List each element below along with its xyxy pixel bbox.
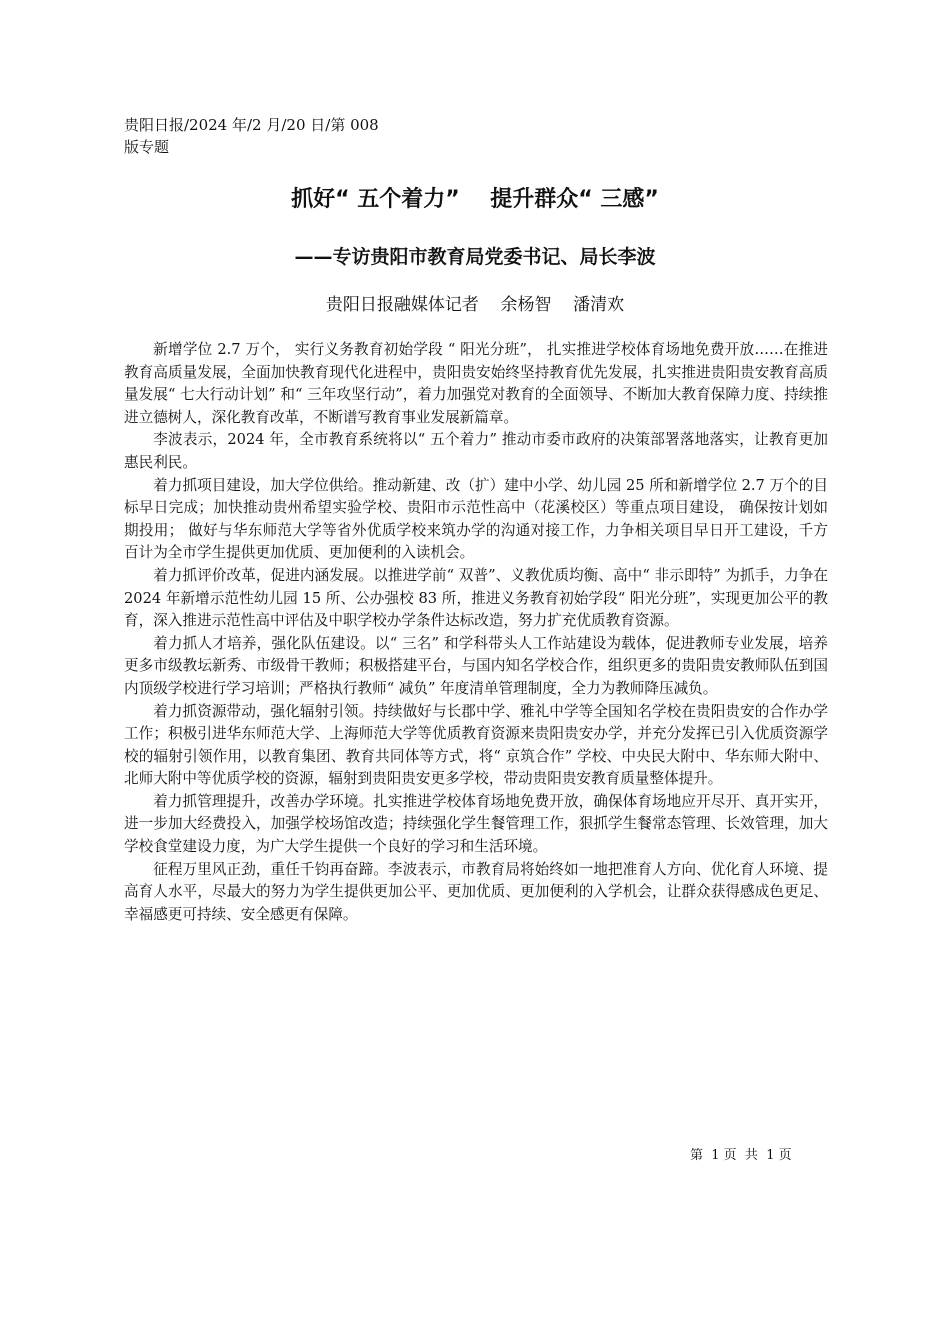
article-paragraph: 着力抓评价改革，促进内涵发展。以推进学前“ 双普”、义教优质均衡、高中“ 非示即特” 为抓手，力争在 2024 年新增示范性幼儿园 15 所、公办强校 83 所，推进义务教育初始学段“ 阳光分班”，实现更加公平的教育，深入推进示范性高中评估及中职学校办学条件达标改造，努力扩充优质教育资源。 — [124, 566, 828, 630]
article-title: 抓好“ 五个着力” 提升群众“ 三感” — [291, 187, 659, 212]
article-paragraph: 着力抓资源带动，强化辐射引领。持续做好与长郡中学、雅礼中学等全国知名学校在贵阳贵安的合作办学工作；积极引进华东师范大学、上海师范大学等优质教育资源来贵阳贵安办学，并充分发挥已引入优质资源学校的辐射引领作用，以教育集团、教育共同体等方式，将“ 京筑合作” 学校、中央民大附中、华东师大附中、北师大附中等优质学校的资源，辐射到贵阳贵安更多学校，带动贵阳贵安教育质量整体提升。 — [124, 702, 828, 788]
publication-source: 贵阳日报/2024 年/2 月/20 日/第 008 版专题 — [124, 116, 379, 156]
article-paragraph: 征程万里风正劲，重任千钧再奋蹄。李波表示，市教育局将始终如一地把准育人方向、优化育人环境、提高育人水平，尽最大的努力为学生提供更加公平、更加优质、更加便利的入学机会，让群众获得感成色更足、幸福感更可持续、安全感更有保障。 — [124, 860, 828, 923]
article-paragraph: 着力抓管理提升，改善办学环境。扎实推进学校体育场地免费开放，确保体育场地应开尽开、真开实开，进一步加大经费投入，加强学校场馆改造；持续强化学生餐管理工作，狠抓学生餐常态管理、长效管理，加大学校食堂建设力度，为广大学生提供一个良好的学习和生活环境。 — [124, 792, 828, 856]
article-body — [124, 339, 828, 926]
page-indicator: 第 1 页 共 1 页 — [690, 1148, 792, 1163]
article-paragraph: 新增学位 2.7 万个， 实行义务教育初始学段 “ 阳光分班”， 扎实推进学校体育场地免费开放……在推进教育高质量发展，全面加快教育现代化进程中，贵阳贵安始终坚持教育优先发展，扎实推进贵阳贵安教育高质量发展“ 七大行动计划” 和“ 三年攻坚行动”，着力加强党对教育的全面领导、不断加大教育保障力度、持续推进立德树人，深化教育改革，不断谱写教育事业发展新篇章。 — [124, 341, 828, 426]
article-paragraph: 李波表示，2024 年，全市教育系统将以“ 五个着力” 推动市委市政府的决策部署落地落实，让教育更加惠民利民。 — [124, 431, 828, 471]
article-paragraph: 着力抓项目建设，加大学位供给。推动新建、改（扩）建中小学、幼儿园 25 所和新增学位 2.7 万个的目标早日完成；加快推动贵州希望实验学校、贵阳市示范性高中（花溪校区）等重点项目建设， 确保按计划如期投用； 做好与华东师范大学等省外优质学校来筑办学的沟通对接工作，力争相关项目早日开工建设，千方百计为全市学生提供更加优质、更加便利的入读机会。 — [124, 476, 828, 562]
article-paragraph: 着力抓人才培养，强化队伍建设。以“ 三名” 和学科带头人工作站建设为载体，促进教师专业发展，培养更多市级教坛新秀、市级骨干教师；积极搭建平台，与国内知名学校合作，组织更多的贵阳贵安教师队伍到国内顶级学校进行学习培训；严格执行教师“ 减负” 年度清单管理制度，全力为教师降压减负。 — [124, 634, 828, 697]
article-byline: 贵阳日报融媒体记者 余杨智 潘清欢 — [325, 295, 625, 315]
article-subtitle: ——专访贵阳市教育局党委书记、局长李波 — [294, 246, 656, 268]
